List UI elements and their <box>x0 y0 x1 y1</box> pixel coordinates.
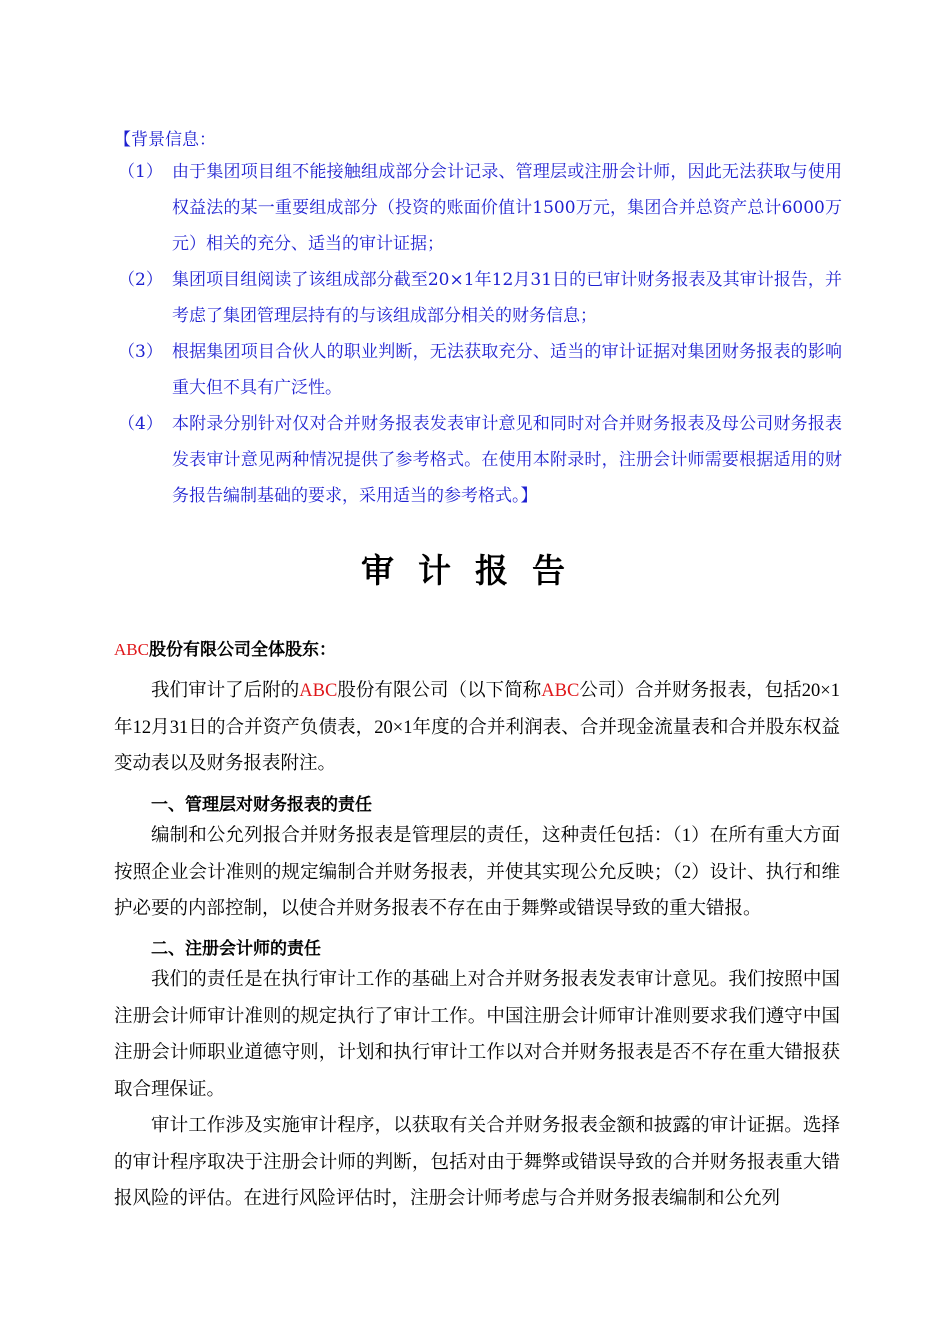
background-item-text: 根据集团项目合伙人的职业判断，无法获取充分、适当的审计证据对集团财务报表的影响重大但不具有广泛性。 <box>172 342 842 398</box>
intro-paragraph <box>114 673 840 783</box>
background-item-number: （2） <box>118 270 163 290</box>
intro-text: 股份有限公司（以下简称 <box>337 681 542 701</box>
background-item-number: （1） <box>118 162 163 182</box>
background-info-title: 【背景信息： <box>114 130 216 150</box>
intro-text: 我们审计了后附的 <box>151 681 300 701</box>
background-item-text: 由于集团项目组不能接触组成部分会计记录、管理层或注册会计师，因此无法获取与使用权益法的某一重要组成部分（投资的账面价值计1500万元，集团合并总资产总计6000万元）相关的充分、适当的审计证据； <box>172 162 842 254</box>
background-item-text: 本附录分别针对仅对合并财务报表发表审计意见和同时对合并财务报表及母公司财务报表发表审计意见两种情况提供了参考格式。在使用本附录时，注册会计师需要根据适用的财务报告编制基础的要求，采用适当的参考格式。】 <box>172 414 842 506</box>
section1-heading: 一、管理层对财务报表的责任 <box>151 795 372 815</box>
section1-paragraph: 编制和公允列报合并财务报表是管理层的责任，这种责任包括：（1）在所有重大方面按照企业会计准则的规定编制合并财务报表，并使其实现公允反映；（2）设计、执行和维护必要的内部控制，以使合并财务报表不存在由于舞弊或错误导致的重大错报。 <box>114 826 840 919</box>
company-abbr: ABC <box>541 681 580 701</box>
background-item-number: （4） <box>118 414 163 434</box>
company-abbr: ABC <box>299 681 338 701</box>
addressee <box>114 635 336 660</box>
section2-heading: 二、注册会计师的责任 <box>151 939 321 959</box>
intro-text: 公司）合并财务报表，包括20×1年12月31日的合并资产负债表，20×1年度的合并利润表、合并现金流量表和合并股东权益变动表以及财务报表附注。 <box>114 681 840 774</box>
report-title: 审计报告 <box>361 551 589 590</box>
background-item-text: 集团项目组阅读了该组成部分截至20×1年12月31日的已审计财务报表及其审计报告，并考虑了集团管理层持有的与该组成部分相关的财务信息； <box>172 270 842 326</box>
section2-paragraph-1: 我们的责任是在执行审计工作的基础上对合并财务报表发表审计意见。我们按照中国注册会计师审计准则的规定执行了审计工作。中国注册会计师审计准则要求我们遵守中国注册会计师职业道德守则，计划和执行审计工作以对合并财务报表是否不存在重大错报获取合理保证。 <box>114 970 840 1100</box>
background-item-number: （3） <box>118 342 163 362</box>
addressee-company-abbr: ABC <box>114 640 149 659</box>
addressee-text: 股份有限公司全体股东： <box>148 640 336 660</box>
section2-paragraph-2: 审计工作涉及实施审计程序，以获取有关合并财务报表金额和披露的审计证据。选择的审计程序取决于注册会计师的判断，包括对由于舞弊或错误导致的合并财务报表重大错报风险的评估。在进行风险评估时，注册会计师考虑与合并财务报表编制和公允列 <box>114 1116 840 1209</box>
